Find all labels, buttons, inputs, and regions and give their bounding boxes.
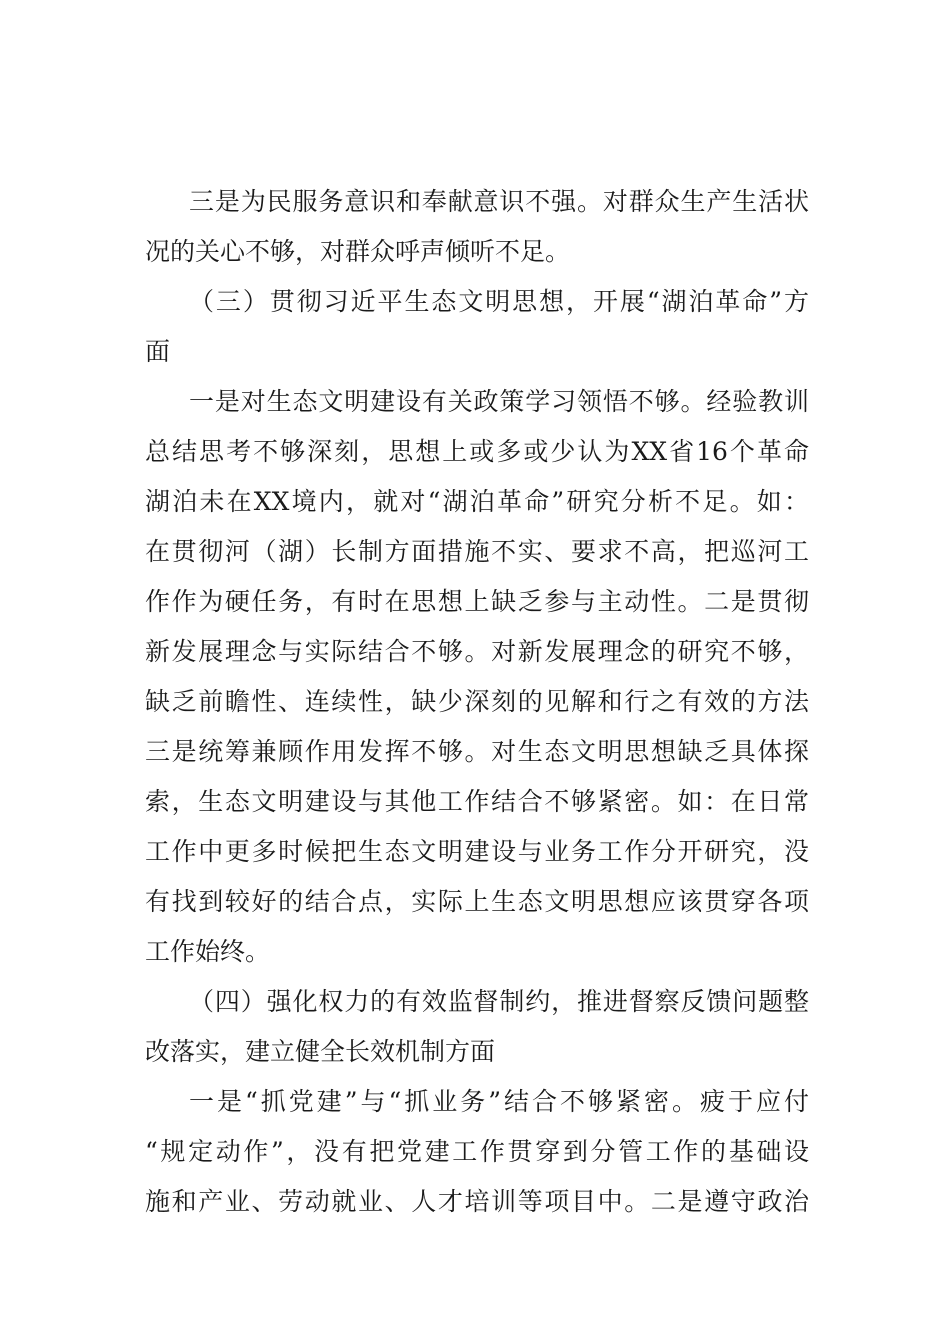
text-line: 面 [145,337,171,366]
text-line: 湖泊未在XX境内，就对“湖泊革命”研究分析不足。如： [145,487,809,516]
text-line: 三是统筹兼顾作用发挥不够。对生态文明思想缺乏具体探 [145,737,809,766]
text-line: 有找到较好的结合点，实际上生态文明思想应该贯穿各项 [145,887,809,916]
text-line: 索，生态文明建设与其他工作结合不够紧密。如：在日常 [145,787,809,816]
text-line: 新发展理念与实际结合不够。对新发展理念的研究不够， [145,637,809,666]
text-line: （四）强化权力的有效监督制约，推进督察反馈问题整 [189,987,809,1016]
text-line: （三）贯彻习近平生态文明思想，开展“湖泊革命”方 [189,287,809,316]
text-line: 况的关心不够，对群众呼声倾听不足。 [145,237,571,266]
text-line: 缺乏前瞻性、连续性，缺少深刻的见解和行之有效的方法 [145,687,809,716]
text-line: 在贯彻河（湖）长制方面措施不实、要求不高，把巡河工 [145,537,809,566]
text-line: 总结思考不够深刻，思想上或多或少认为XX省16个革命 [145,437,809,466]
text-line: 工作始终。 [145,937,271,966]
document-body [145,177,809,1227]
text-line: 作作为硬任务，有时在思想上缺乏参与主动性。二是贯彻 [145,587,809,616]
text-line: 施和产业、劳动就业、人才培训等项目中。二是遵守政治 [145,1187,809,1216]
text-line: 一是对生态文明建设有关政策学习领悟不够。经验教训 [189,387,809,416]
text-line: 一是“抓党建”与“抓业务”结合不够紧密。疲于应付 [189,1087,809,1116]
text-line: 工作中更多时候把生态文明建设与业务工作分开研究，没 [145,837,809,866]
text-line: “规定动作”，没有把党建工作贯穿到分管工作的基础设 [145,1137,809,1166]
text-line: 改落实，建立健全长效机制方面 [145,1037,496,1066]
text-line: 三是为民服务意识和奉献意识不强。对群众生产生活状 [189,187,809,216]
